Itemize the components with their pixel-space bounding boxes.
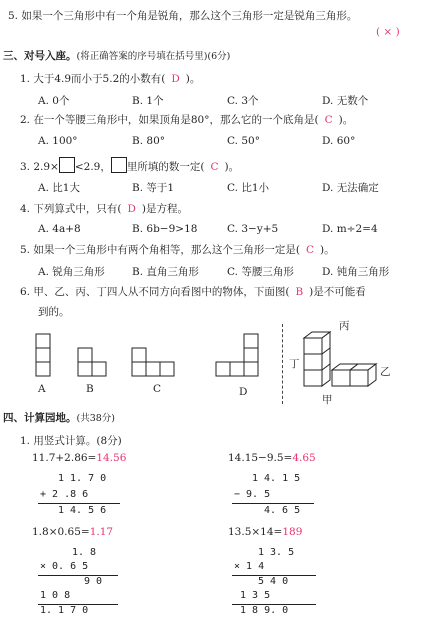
question-3 (20, 157, 239, 174)
question-1-answer: D (171, 73, 180, 85)
question-6-tail: )是不可能看 (309, 286, 366, 298)
q3-option-c: C. 比1小 (227, 182, 270, 194)
calc-1-expression (32, 452, 126, 464)
figure-d (216, 334, 258, 376)
calc-3-row-1: 1. 8 (72, 547, 97, 558)
question-2-answer: C (324, 114, 333, 126)
calc-4-expression (228, 526, 302, 538)
figure-c (132, 348, 174, 376)
q2-option-a: A. 100° (38, 135, 78, 147)
blank-box (111, 157, 127, 173)
section-4-note: (共38分) (76, 413, 116, 424)
calc-1-answer: 14.56 (96, 452, 127, 464)
s4-question-1: 1. 用竖式计算。(8分) (20, 435, 122, 447)
object-3d-figure (290, 318, 420, 408)
calc-3-row-3: 9 0 (84, 576, 103, 587)
calc-3-expr: 1.8×0.65= (32, 526, 90, 538)
question-5-tail: )。 (320, 244, 335, 256)
blank-box (59, 157, 75, 173)
calc-1-rule (38, 503, 120, 504)
question-3-stem-b: <2.9， (74, 161, 111, 173)
q5-previous-answer: ( × ) (376, 26, 400, 38)
label-bottom-jia: 甲 (322, 394, 333, 406)
question-6-continuation: 到的。 (38, 306, 70, 318)
calc-2-expr: 14.15−9.5= (228, 452, 293, 464)
calc-4-answer: 189 (282, 526, 303, 538)
calc-4-result: 1 8 9. 0 (240, 605, 289, 616)
question-3-stem-c: 里所填的数一定( (126, 161, 205, 173)
q5-previous-text: 5. 如果一个三角形中有一个角是锐角，那么这个三角形一定是锐角三角形。 (8, 10, 358, 22)
question-4-answer: D (127, 203, 136, 215)
calc-4-row-4: 1 3 5 (240, 590, 271, 601)
question-2-tail: )。 (338, 114, 354, 126)
q1-option-c: C. 3个 (227, 95, 259, 107)
question-1-tail: )。 (185, 73, 201, 85)
q2-option-d: D. 60° (322, 135, 356, 147)
question-3-stem-a: 3. 2.9× (20, 161, 59, 173)
question-3-answer: C (210, 161, 219, 173)
q5-option-d: D. 钝角三角形 (322, 266, 390, 278)
q3-option-a: A. 比1大 (38, 182, 80, 194)
calc-3-answer: 1.17 (89, 526, 114, 538)
calc-2-row-2: − 9. 5 (234, 489, 271, 500)
q2-option-b: B. 80° (132, 135, 166, 147)
question-2-stem: 2. 在一个等腰三角形中，如果顶角是80°，那么它的一个底角是( (20, 114, 319, 126)
calc-2-result: 4. 6 5 (264, 505, 301, 516)
question-2 (20, 112, 353, 127)
question-5 (20, 242, 335, 257)
label-left-ding: 丁 (289, 358, 300, 370)
section-4-header (3, 410, 115, 425)
calc-3-rule-1 (38, 575, 118, 576)
calc-4-row-1: 1 3. 5 (258, 547, 295, 558)
q4-option-a: A. 4a+8 (38, 223, 81, 235)
calc-4-row-2: × 1 4 (234, 561, 265, 572)
figure-label-d: D (239, 386, 248, 398)
q2-option-c: C. 50° (227, 135, 260, 147)
q5-option-b: B. 直角三角形 (132, 266, 199, 278)
q5-option-c: C. 等腰三角形 (227, 266, 294, 278)
question-6-stem: 6. 甲、乙、丙、丁四人从不同方向看图中的物体，下面图( (20, 286, 290, 298)
figure-label-c: C (153, 383, 162, 395)
q1-option-b: B. 1个 (132, 95, 164, 107)
label-top-bing: 丙 (339, 320, 350, 332)
calc-3-row-4: 1 0 8 (40, 590, 71, 601)
calc-3-row-2: × 0. 6 5 (40, 561, 89, 572)
calc-4-row-3: 5 4 0 (258, 576, 289, 587)
figure-label-b: B (86, 383, 94, 395)
q3-option-b: B. 等于1 (132, 182, 175, 194)
question-4 (20, 201, 188, 216)
q4-option-d: D. m÷2=4 (322, 223, 378, 235)
q4-option-c: C. 3−y+5 (227, 223, 279, 235)
figure-a (36, 334, 50, 376)
q1-option-d: D. 无数个 (322, 95, 369, 107)
question-4-stem: 4. 下列算式中，只有( (20, 203, 122, 215)
question-6 (20, 284, 366, 299)
q1-option-a: A. 0个 (38, 95, 70, 107)
question-3-tail: )。 (224, 161, 240, 173)
q5-option-a: A. 锐角三角形 (38, 266, 105, 278)
section-3-title: 三、对号入座。 (3, 50, 77, 62)
question-1-stem: 1. 大于4.9而小于5.2的小数有( (20, 73, 166, 85)
calc-1-row-2: + 2 .8 6 (40, 489, 89, 500)
question-5-stem: 5. 如果一个三角形中有两个角相等，那么这个三角形一定是( (20, 244, 300, 256)
label-right-yi: 乙 (380, 366, 391, 378)
calc-4-expr: 13.5×14= (228, 526, 283, 538)
calc-2-row-1: 1 4. 1 5 (252, 473, 301, 484)
section-3-note: (将正确答案的序号填在括号里)(6分) (76, 51, 231, 62)
question-5-answer: C (305, 244, 314, 256)
figure-label-a: A (38, 383, 46, 395)
q4-option-b: B. 6b−9>18 (132, 223, 198, 235)
question-4-tail: )是方程。 (141, 203, 188, 215)
figure-b (78, 348, 106, 376)
calc-3-expression (32, 526, 113, 538)
section-4-title: 四、计算园地。 (3, 412, 77, 424)
calc-2-answer: 4.65 (292, 452, 316, 464)
q3-option-d: D. 无法确定 (322, 182, 379, 194)
calc-3-result: 1. 1 7 0 (40, 605, 89, 616)
calc-1-row-1: 1 1. 7 0 (58, 473, 107, 484)
calc-2-rule (232, 503, 314, 504)
divider (282, 324, 283, 404)
calc-2-expression (228, 452, 316, 464)
calc-1-expr: 11.7+2.86= (32, 452, 97, 464)
calc-1-result: 1 4. 5 6 (58, 505, 107, 516)
question-1 (20, 71, 200, 86)
question-6-answer: B (295, 286, 304, 298)
section-3-header (3, 48, 230, 63)
